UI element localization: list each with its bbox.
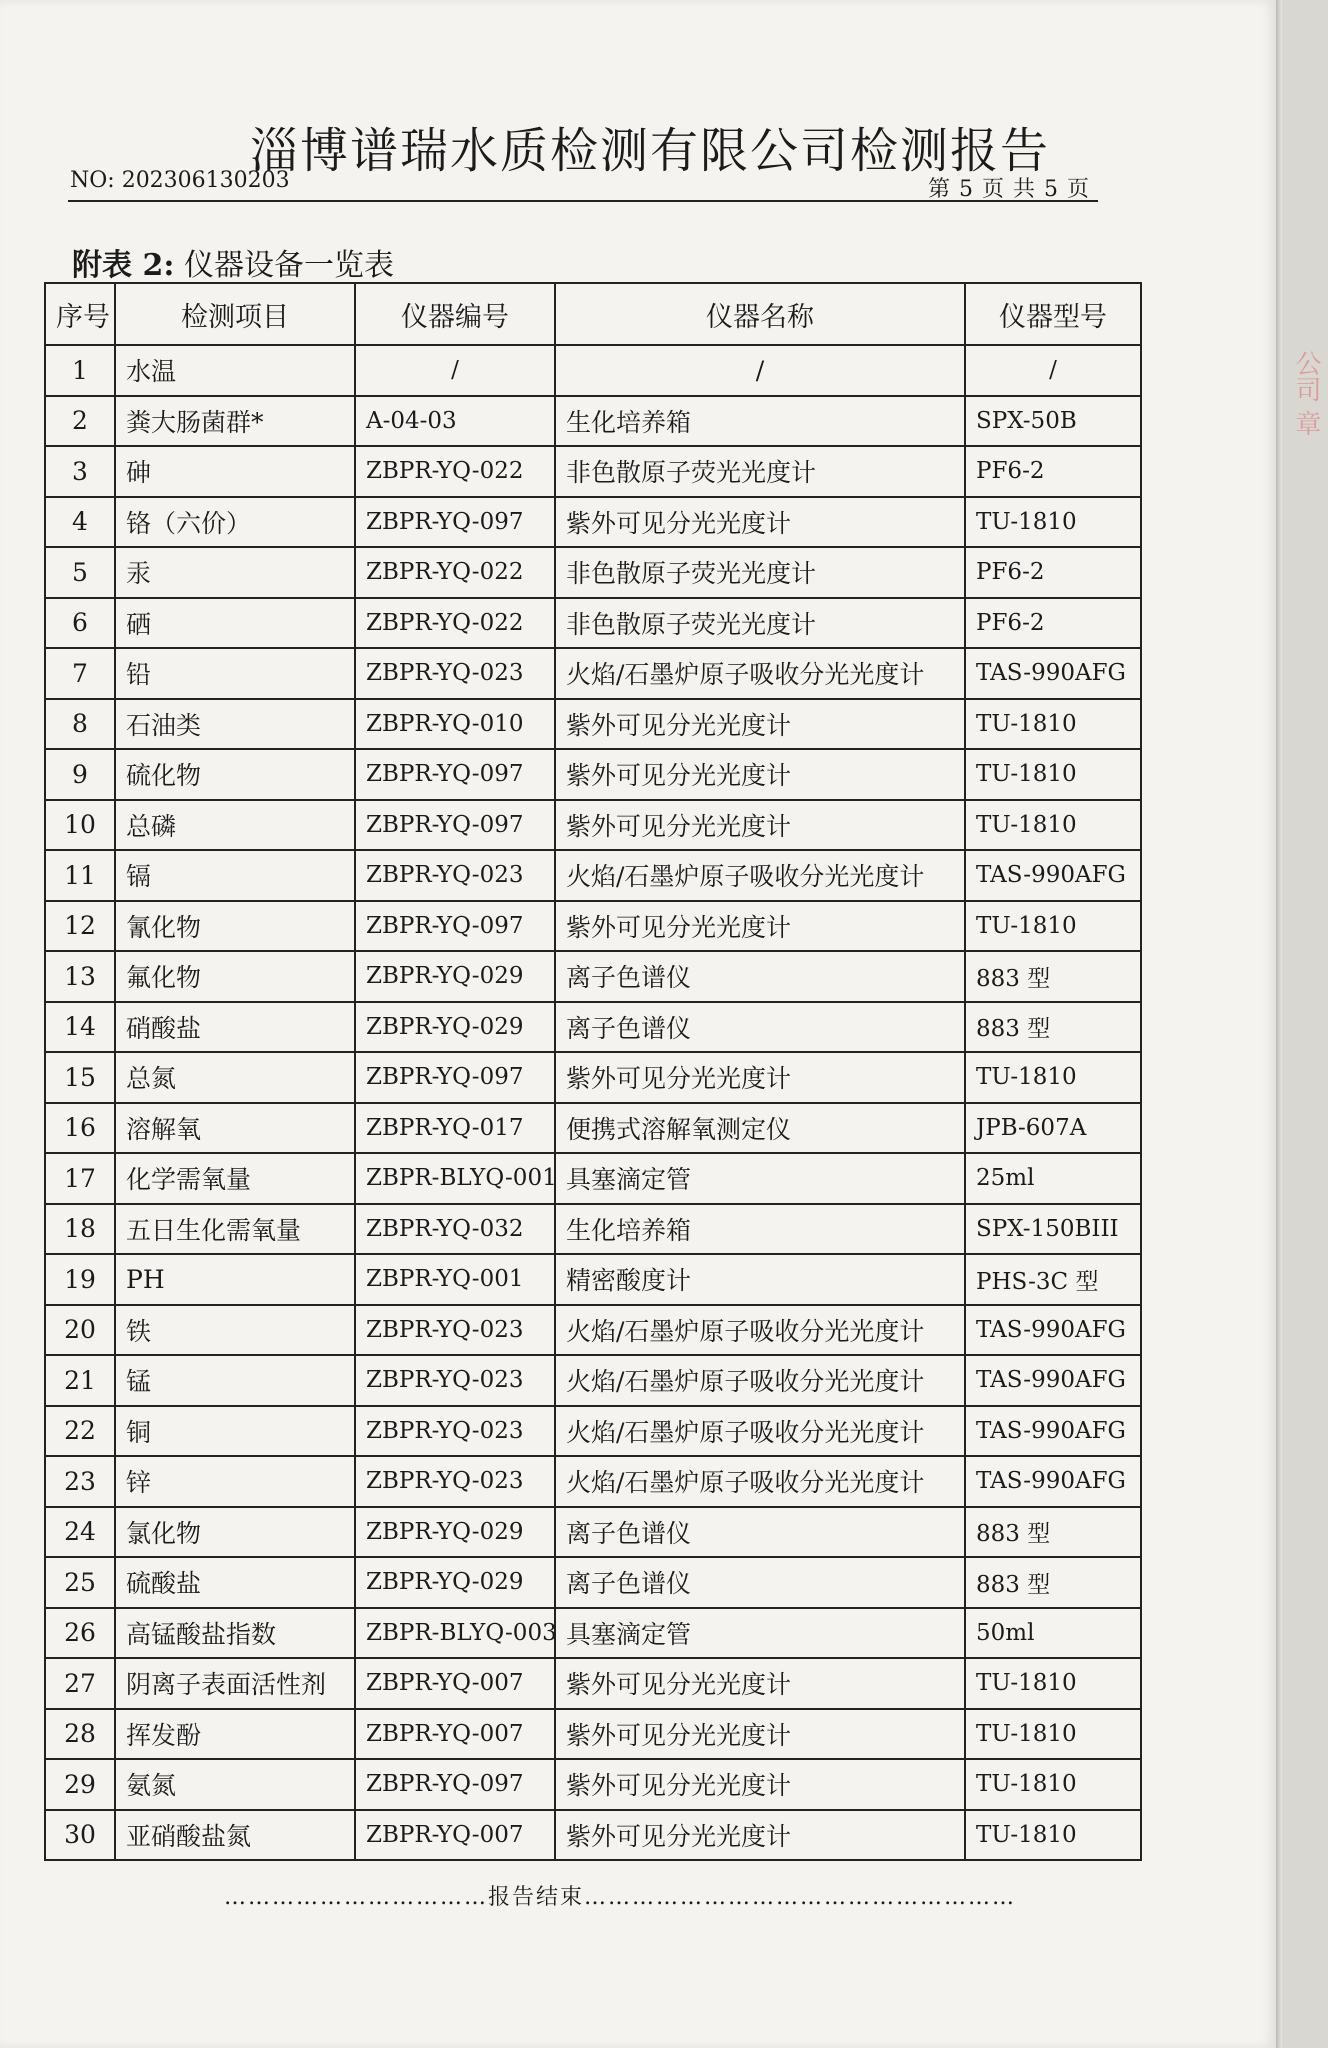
report-number: NO: 202306130203 [70,168,290,193]
cell-instrument-no: ZBPR-YQ-029 [355,951,555,1002]
table-row [45,1658,1141,1709]
cell-index: 1 [45,345,115,396]
header-test-item: 检测项目 [115,283,355,345]
cell-index: 19 [45,1254,115,1305]
cell-instrument-model: JPB-607A [965,1103,1141,1154]
equipment-table [44,282,1142,1861]
cell-instrument-name: 火焰/石墨炉原子吸收分光光度计 [555,1305,965,1356]
cell-instrument-model: TU-1810 [965,1052,1141,1103]
cell-index: 8 [45,699,115,750]
cell-instrument-name: 紫外可见分光光度计 [555,1658,965,1709]
cell-index: 15 [45,1052,115,1103]
cell-instrument-model: PF6-2 [965,547,1141,598]
cell-index: 17 [45,1153,115,1204]
cell-instrument-name: 紫外可见分光光度计 [555,901,965,952]
cell-instrument-no: ZBPR-YQ-097 [355,1759,555,1810]
cell-instrument-name: 离子色谱仪 [555,1557,965,1608]
cell-instrument-model: TAS-990AFG [965,1305,1141,1356]
cell-instrument-no: ZBPR-YQ-023 [355,1355,555,1406]
cell-index: 27 [45,1658,115,1709]
cell-instrument-name: 紫外可见分光光度计 [555,800,965,851]
cell-instrument-model: TU-1810 [965,800,1141,851]
cell-instrument-name: 生化培养箱 [555,1204,965,1255]
cell-index: 7 [45,648,115,699]
table-row [45,1759,1141,1810]
cell-instrument-model: TU-1810 [965,1709,1141,1760]
cell-instrument-no: ZBPR-YQ-010 [355,699,555,750]
cell-test-item: 锰 [115,1355,355,1406]
cell-index: 13 [45,951,115,1002]
cell-instrument-name: 离子色谱仪 [555,951,965,1002]
table-row [45,1355,1141,1406]
cell-index: 30 [45,1810,115,1861]
cell-index: 18 [45,1204,115,1255]
cell-instrument-no: ZBPR-YQ-097 [355,497,555,548]
cell-instrument-no: ZBPR-YQ-022 [355,446,555,497]
cell-test-item: 汞 [115,547,355,598]
cell-instrument-name: 非色散原子荧光光度计 [555,598,965,649]
cell-instrument-model: TU-1810 [965,901,1141,952]
caption-text: 仪器设备一览表 [183,248,394,283]
cell-instrument-name: 具塞滴定管 [555,1608,965,1659]
cell-test-item: 总磷 [115,800,355,851]
seal-text: 公司 章 [1291,350,1321,437]
cell-index: 11 [45,850,115,901]
cell-instrument-model: TAS-990AFG [965,1456,1141,1507]
cell-instrument-model: 50ml [965,1608,1141,1659]
table-row [45,1052,1141,1103]
cell-index: 28 [45,1709,115,1760]
cell-instrument-name: 紫外可见分光光度计 [555,1759,965,1810]
cell-test-item: 硝酸盐 [115,1002,355,1053]
cell-instrument-model: TAS-990AFG [965,1355,1141,1406]
cell-test-item: 粪大肠菌群* [115,396,355,447]
cell-test-item: PH [115,1254,355,1305]
cell-test-item: 氯化物 [115,1507,355,1558]
cell-instrument-name: 紫外可见分光光度计 [555,497,965,548]
header-instrument-model: 仪器型号 [965,283,1141,345]
header-instrument-no: 仪器编号 [355,283,555,345]
table-row [45,1709,1141,1760]
cell-test-item: 硫化物 [115,749,355,800]
header-rule [68,200,1098,202]
cell-index: 23 [45,1456,115,1507]
cell-index: 12 [45,901,115,952]
cell-test-item: 阴离子表面活性剂 [115,1658,355,1709]
table-row [45,1305,1141,1356]
cell-instrument-no: ZBPR-YQ-022 [355,547,555,598]
report-title: 淄博谱瑞水质检测有限公司检测报告 [249,123,1050,179]
table-row [45,446,1141,497]
table-row [45,1608,1141,1659]
cell-instrument-no: ZBPR-YQ-022 [355,598,555,649]
cell-instrument-model: TU-1810 [965,749,1141,800]
cell-instrument-name: 火焰/石墨炉原子吸收分光光度计 [555,648,965,699]
cell-index: 6 [45,598,115,649]
cell-instrument-no: ZBPR-YQ-007 [355,1709,555,1760]
cell-instrument-model: TU-1810 [965,699,1141,750]
cell-test-item: 氨氮 [115,1759,355,1810]
table-row [45,648,1141,699]
cell-instrument-no: ZBPR-BLYQ-003 [355,1608,555,1659]
cell-instrument-model: 883 型 [965,1002,1141,1053]
report-end-line: ……………………………报告结束……………………………………………… [223,1885,1016,1910]
cell-index: 3 [45,446,115,497]
cell-instrument-no: ZBPR-BLYQ-001 [355,1153,555,1204]
cell-test-item: 氰化物 [115,901,355,952]
cell-test-item: 高锰酸盐指数 [115,1608,355,1659]
cell-instrument-model: TU-1810 [965,497,1141,548]
cell-instrument-no: ZBPR-YQ-023 [355,850,555,901]
table-row [45,1204,1141,1255]
table-row [45,1557,1141,1608]
header-instrument-name: 仪器名称 [555,283,965,345]
cell-instrument-no: ZBPR-YQ-032 [355,1204,555,1255]
cell-instrument-model: 883 型 [965,951,1141,1002]
cell-test-item: 总氮 [115,1052,355,1103]
cell-test-item: 氟化物 [115,951,355,1002]
cell-instrument-no: ZBPR-YQ-097 [355,749,555,800]
cell-instrument-model: PF6-2 [965,446,1141,497]
cell-instrument-name: 紫外可见分光光度计 [555,1052,965,1103]
table-row [45,1002,1141,1053]
cell-instrument-model: TAS-990AFG [965,850,1141,901]
page-indicator: 第 5 页 共 5 页 [928,177,1090,202]
cell-instrument-no: ZBPR-YQ-007 [355,1810,555,1861]
cell-instrument-model: / [965,345,1141,396]
cell-instrument-name: 火焰/石墨炉原子吸收分光光度计 [555,1406,965,1457]
cell-test-item: 铁 [115,1305,355,1356]
cell-test-item: 铬（六价） [115,497,355,548]
cell-instrument-name: 非色散原子荧光光度计 [555,547,965,598]
cell-index: 2 [45,396,115,447]
cell-instrument-model: TU-1810 [965,1810,1141,1861]
cell-test-item: 化学需氧量 [115,1153,355,1204]
cell-test-item: 砷 [115,446,355,497]
cell-test-item: 镉 [115,850,355,901]
table-row [45,951,1141,1002]
cell-instrument-no: ZBPR-YQ-023 [355,1305,555,1356]
cell-instrument-name: 火焰/石墨炉原子吸收分光光度计 [555,1355,965,1406]
cell-instrument-no: ZBPR-YQ-029 [355,1507,555,1558]
table-row [45,699,1141,750]
table-row [45,396,1141,447]
table-row [45,1810,1141,1861]
cell-index: 25 [45,1557,115,1608]
cell-instrument-model: TAS-990AFG [965,1406,1141,1457]
cell-instrument-name: 非色散原子荧光光度计 [555,446,965,497]
cell-instrument-no: ZBPR-YQ-017 [355,1103,555,1154]
table-body [45,345,1141,1860]
cell-instrument-name: 紫外可见分光光度计 [555,1810,965,1861]
cell-instrument-no: ZBPR-YQ-001 [355,1254,555,1305]
company-seal-stamp [1238,350,1328,610]
table-row [45,1456,1141,1507]
table-row [45,497,1141,548]
cell-instrument-no: ZBPR-YQ-029 [355,1557,555,1608]
cell-index: 24 [45,1507,115,1558]
cell-instrument-model: SPX-50B [965,396,1141,447]
cell-instrument-model: 25ml [965,1153,1141,1204]
cell-test-item: 溶解氧 [115,1103,355,1154]
table-row [45,1507,1141,1558]
table-row [45,1153,1141,1204]
cell-test-item: 石油类 [115,699,355,750]
table-row [45,345,1141,396]
cell-instrument-no: / [355,345,555,396]
cell-index: 21 [45,1355,115,1406]
cell-test-item: 铅 [115,648,355,699]
cell-instrument-name: 紫外可见分光光度计 [555,1709,965,1760]
cell-instrument-name: 具塞滴定管 [555,1153,965,1204]
cell-instrument-name: 便携式溶解氧测定仪 [555,1103,965,1154]
cell-instrument-model: PHS-3C 型 [965,1254,1141,1305]
cell-test-item: 亚硝酸盐氮 [115,1810,355,1861]
cell-index: 22 [45,1406,115,1457]
table-row [45,1254,1141,1305]
cell-test-item: 铜 [115,1406,355,1457]
cell-instrument-model: TU-1810 [965,1658,1141,1709]
cell-test-item: 锌 [115,1456,355,1507]
cell-index: 29 [45,1759,115,1810]
table-row [45,598,1141,649]
cell-index: 4 [45,497,115,548]
cell-test-item: 挥发酚 [115,1709,355,1760]
cell-index: 16 [45,1103,115,1154]
table-row [45,850,1141,901]
cell-instrument-name: 火焰/石墨炉原子吸收分光光度计 [555,850,965,901]
cell-instrument-name: 离子色谱仪 [555,1002,965,1053]
cell-instrument-name: / [555,345,965,396]
cell-instrument-name: 精密酸度计 [555,1254,965,1305]
cell-instrument-no: ZBPR-YQ-023 [355,1456,555,1507]
cell-instrument-no: ZBPR-YQ-097 [355,800,555,851]
cell-instrument-no: ZBPR-YQ-023 [355,648,555,699]
cell-test-item: 五日生化需氧量 [115,1204,355,1255]
cell-instrument-no: ZBPR-YQ-029 [355,1002,555,1053]
cell-instrument-model: SPX-150BIII [965,1204,1141,1255]
cell-index: 26 [45,1608,115,1659]
table-row [45,749,1141,800]
table-row [45,800,1141,851]
cell-test-item: 硒 [115,598,355,649]
cell-instrument-no: ZBPR-YQ-097 [355,901,555,952]
cell-instrument-model: TU-1810 [965,1759,1141,1810]
cell-index: 9 [45,749,115,800]
page-edge [1276,0,1282,2048]
cell-instrument-model: TAS-990AFG [965,648,1141,699]
cell-instrument-no: ZBPR-YQ-023 [355,1406,555,1457]
cell-instrument-model: PF6-2 [965,598,1141,649]
cell-test-item: 硫酸盐 [115,1557,355,1608]
cell-instrument-name: 紫外可见分光光度计 [555,749,965,800]
table-caption [72,240,394,284]
cell-index: 10 [45,800,115,851]
table-row [45,901,1141,952]
cell-instrument-name: 离子色谱仪 [555,1507,965,1558]
cell-instrument-no: ZBPR-YQ-007 [355,1658,555,1709]
header-index: 序号 [45,283,115,345]
table-row [45,1103,1141,1154]
cell-index: 20 [45,1305,115,1356]
cell-instrument-no: ZBPR-YQ-097 [355,1052,555,1103]
cell-instrument-name: 紫外可见分光光度计 [555,699,965,750]
cell-index: 14 [45,1002,115,1053]
cell-index: 5 [45,547,115,598]
cell-instrument-name: 生化培养箱 [555,396,965,447]
caption-prefix: 附表 2: [72,248,175,283]
cell-instrument-model: 883 型 [965,1557,1141,1608]
table-header-row [45,283,1141,345]
table-row [45,547,1141,598]
table-row [45,1406,1141,1457]
cell-instrument-no: A-04-03 [355,396,555,447]
cell-instrument-model: 883 型 [965,1507,1141,1558]
cell-test-item: 水温 [115,345,355,396]
cell-instrument-name: 火焰/石墨炉原子吸收分光光度计 [555,1456,965,1507]
